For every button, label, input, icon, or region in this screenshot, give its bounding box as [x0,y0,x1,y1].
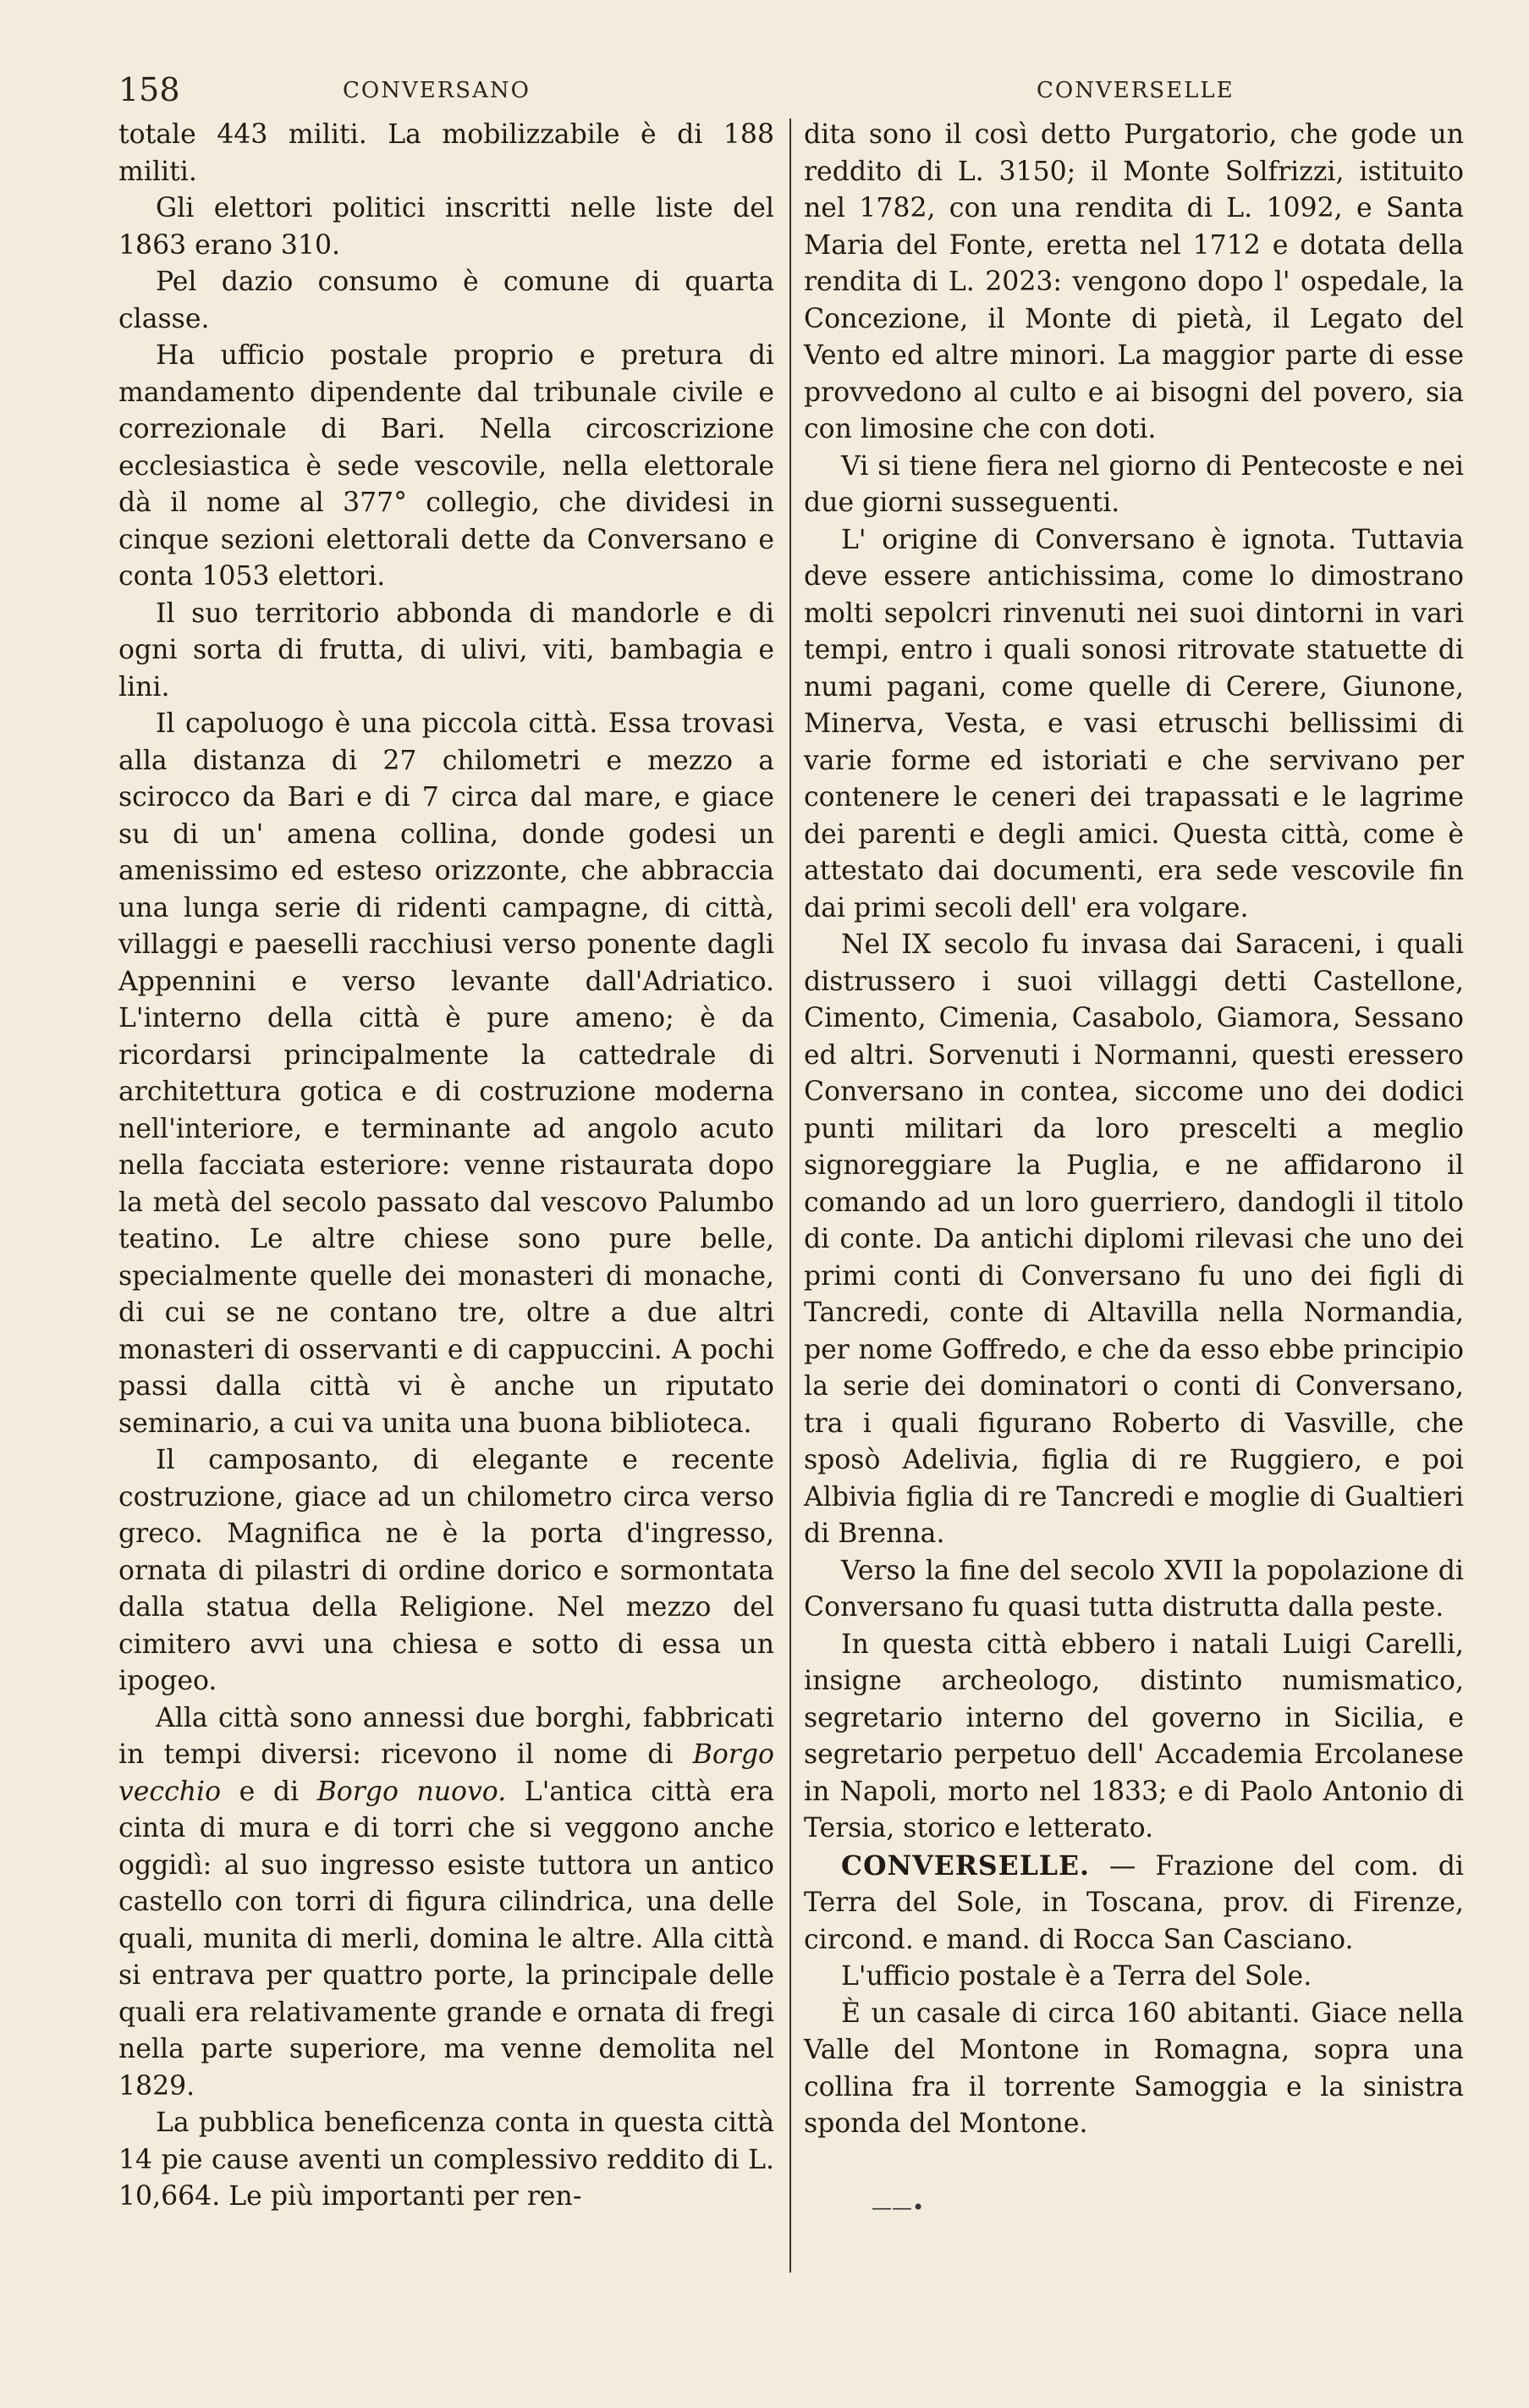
page-number: 158 [118,71,180,108]
paragraph: Gli elettori politici inscritti nelle liste del 1863 erano 310. [118,193,774,261]
paragraph: La pubblica beneficenza conta in questa città 14 pie cause aventi un complessivo reddito di L. 10,664. Le più importanti per ren- [118,2108,774,2212]
paragraph: L'ufficio postale è a Terra del Sole. [841,1961,1312,1992]
entry-paragraph [804,1848,1464,1959]
paragraph: Il suo territorio abbonda di mandorle e di ogni sorta di frutta, di ulivi, viti, bambagia e lini. [118,598,774,703]
right-column [804,117,1464,2143]
paragraph: Ha ufficio postale proprio e pretura di mandamento dipendente dal tribunale civile e correzionale di Bari. Nella circoscrizione ecclesiastica è sede vescovile, nella elettorale dà il nome al 377° collegio, che dividesi in cinque sezioni elettorali dette da Conversano e conta 1053 elettori. [118,340,774,592]
entry-lemma: CONVERSELLE. [841,1849,1090,1882]
end-ornament: ——• [872,2196,925,2219]
paragraph: È un casale di circa 160 abitanti. Giace nella Valle del Montone in Romagna, sopra una collina fra il torrente Samoggia e la sinistra sponda del Montone. [804,1997,1464,2139]
text-run: — Frazione del com. di Terra del Sole, in Toscana, prov. di Firenze, circond. e mand. di Rocca San Casciano. [804,1850,1464,1955]
paragraph: Verso la fine del secolo XVII la popolazione di Conversano fu quasi tutta distrutta dalla peste. [804,1555,1464,1623]
paragraph: Vi si tiene fiera nel giorno di Pentecoste e nei due giorni susseguenti. [804,450,1464,518]
running-title-left: CONVERSANO [343,78,531,103]
running-title-right: CONVERSELLE [1037,78,1235,103]
paragraph: Il camposanto, di elegante e recente costruzione, giace ad un chilometro circa verso greco. Magnifica ne è la porta d'ingresso, ornata di pilastri di ordine dorico e sormontata dalla statua della Religione. Nel mezzo del cimitero avvi una chiesa e sotto di essa un ipogeo. [118,1445,774,1696]
paragraph: Nel IX secolo fu invasa dai Saraceni, i quali distrussero i suoi villaggi detti Castellone, Cimento, Cimenia, Casabolo, Giamora, Sessano ed altri. Sorvenuti i Normanni, questi eressero Conversano in contea, siccome uno dei dodici punti militari da loro prescelti a meglio signoreggiare la Puglia, e ne affidarono il comando ad un loro guerriero, dandogli il titolo di conte. Da antichi diplomi rilevasi che uno dei primi conti di Conversano fu uno dei figli di Tancredi, conte di Altavilla nella Normandia, per nome Goffredo, e che da esso ebbe principio la serie dei dominatori o conti di Conversano, tra i quali figurano Roberto di Vasville, che sposò Adelivia, figlia di re Ruggiero, e poi Albivia figlia di re Tancredi e moglie di Gualtieri di Brenna. [804,929,1464,1549]
paragraph: dita sono il così detto Purgatorio, che gode un reddito di L. 3150; il Monte Solfrizzi, istituito nel 1782, con una rendita di L. 1092, e Santa Maria del Fonte, eretta nel 1712 e dotata della rendita di L. 2023: vengono dopo l' ospedale, la Concezione, il Monte di pietà, il Legato del Vento ed altre minori. La maggior parte di esse provvedono al culto e ai bisogni del povero, sia con limosine che con doti. [804,119,1464,444]
paragraph: In questa città ebbero i natali Luigi Carelli, insigne archeologo, distinto numismatico, segretario interno del governo in Sicilia, e segretario perpetuo dell' Accademia Ercolanese in Napoli, morto nel 1833; e di Paolo Antonio di Tersia, storico e letterato. [804,1628,1464,1843]
paragraph [118,1700,774,2106]
text-run: e di [221,1776,317,1807]
left-column [118,117,774,2216]
column-divider [789,118,791,2273]
paragraph: totale 443 militi. La mobilizzabile è di 188 militi. [118,119,774,187]
paragraph: Il capoluogo è una piccola città. Essa trovasi alla distanza di 27 chilometri e mezzo a scirocco da Bari e di 7 circa dal mare, e giace su di un' amena collina, donde godesi un amenissimo ed esteso orizzonte, che abbraccia una lunga serie di ridenti campagne, di città, villaggi e paeselli racchiusi verso ponente dagli Appennini e verso levante dall'Adriatico. L'interno della città è pure ameno; è da ricordarsi principalmente la cattedrale di architettura gotica e di costruzione moderna nell'interiore, e terminante ad angolo acuto nella facciata esteriore: venne ristaurata dopo la metà del secolo passato dal vescovo Palumbo teatino. Le altre chiese sono pure belle, specialmente quelle dei monasteri di monache, di cui se ne contano tre, oltre a due altri monasteri di osservanti e di cappuccini. A pochi passi dalla città vi è anche un riputato seminario, a cui va unita una buona biblioteca. [118,708,774,1439]
italic-term: Borgo vecchio [118,1739,774,1807]
paragraph: L' origine di Conversano è ignota. Tuttavia deve essere antichissima, come lo dimostrano molti sepolcri rinvenuti nei suoi dintorni in vari tempi, entro i quali sonosi ritrovate statuette di numi pagani, come quelle di Cerere, Giunone, Minerva, Vesta, e vasi etruschi bellissimi di varie forme ed istoriati e che servivano per contenere le ceneri dei trapassati e le lagrime dei parenti e degli amici. Questa città, come è attestato dai documenti, era sede vescovile fin dai primi secoli dell' era volgare. [804,524,1464,923]
text-run: Alla città sono annessi due borghi, fabbricati in tempi diversi: ricevono il nome di [118,1702,774,1770]
text-run: L'antica città era cinta di mura e di torri che si veggono anche oggidì: al suo ingresso esiste tuttora un antico castello con torri di figura cilindrica, una delle quali, munita di merli, domina le altre. Alla città si entrava per quattro porte, la principale delle quali era relativamente grande e ornata di fregi nella parte superiore, ma venne demolita nel 1829. [118,1776,774,2102]
paragraph: Pel dazio consumo è comune di quarta classe. [118,267,774,334]
italic-term: Borgo nuovo. [316,1776,507,1807]
